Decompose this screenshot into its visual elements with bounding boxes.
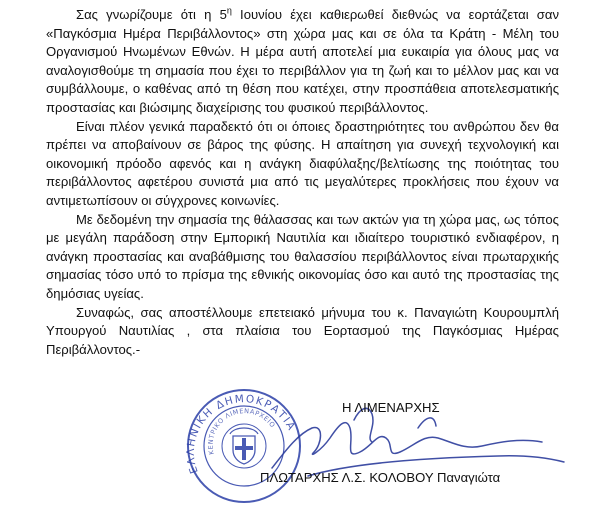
paragraph-2: Είναι πλέον γενικά παραδεκτό ότι οι όποιες δραστηριότητες του ανθρώπου δεν θα πρέπει να αποβαίνουν σε βάρος της φύσης. Η απαίτηση για συνεχή τεχνολογική και οικονομική πρόοδο αφενός και η ανάγκη διαφύλαξης/βελτίωσης της ποιότητας του περιβάλλοντος αφετέρου συνιστά μια από τις μεγαλύτερες προκλήσεις που έχουν να αντιμετωπίσουν οι σύγχρονες κοινωνίες. — [46, 118, 559, 208]
paragraph-1-text-start: Σας γνωρίζουμε ότι η 5 — [76, 7, 227, 22]
paragraph-1-text-rest: Ιουνίου έχει καθιερωθεί διεθνώς να εορτάζεται σαν «Παγκόσμια Ημέρα Περιβάλλοντος» στη χώρα μας και σε όλα τα Κράτη - Μέλη του Οργανισμού Ηνωμένων Εθνών. Η μέρα αυτή αποτελεί μια ευκαιρία για όλους μας να αναλογισθούμε τη σημασία που έχει το περιβάλλον για τη ζωή και το μέλλον μας και να συμβάλλουμε, ο καθένας από τη θέση που κατέχει, στην προσπάθεια αποτελεσματικής προστασίας και βιώσιμης διαχείρισης του φυσικού περιβάλλοντος. — [46, 7, 560, 115]
stamp-coat-of-arms-icon — [230, 428, 258, 464]
stamp-inner-text: ΚΕΝΤΡΙΚΟ ΛΙΜΕΝΑΡΧΕΙΟ — [206, 407, 277, 456]
signature-title: Η ΛΙΜΕΝΑΡΧΗΣ — [342, 400, 440, 415]
paragraph-3: Με δεδομένη την σημασία της θάλασσας και των ακτών για τη χώρα μας, ως τόπος με μεγάλη παράδοση στην Εμπορική Ναυτιλία και ιδιαίτερο τουριστικό ενδιαφέρον, η ανάγκη προστασίας και αναβάθμισης του θαλασσίου περιβάλλοντος είναι πρωταρχικής σημασίας τόσο υπό το πρίσμα της εθνικής οικονομίας όσο και αυτό της προστασίας της δημόσιας υγείας. — [46, 211, 559, 301]
signatory-name: ΠΛΩΤΑΡΧΗΣ Λ.Σ. ΚΟΛΟΒΟΥ Παναγιώτα — [260, 470, 501, 485]
ordinal-superscript: η — [226, 5, 232, 16]
paragraph-1 — [46, 6, 559, 118]
document-body — [46, 6, 559, 359]
paragraph-4: Συναφώς, σας αποστέλλουμε επετειακό μήνυμα του κ. Παναγιώτη Κουρουμπλή Υπουργού Ναυτιλίας , στα πλαίσια του Εορτασμού της Παγκόσμιας Ημέρας Περιβάλλοντος.- — [46, 304, 559, 357]
stamp-outer-text: ΕΛΛΗΝΙΚΗ ΔΗΜΟΚΡΑΤΙΑ — [184, 393, 298, 476]
